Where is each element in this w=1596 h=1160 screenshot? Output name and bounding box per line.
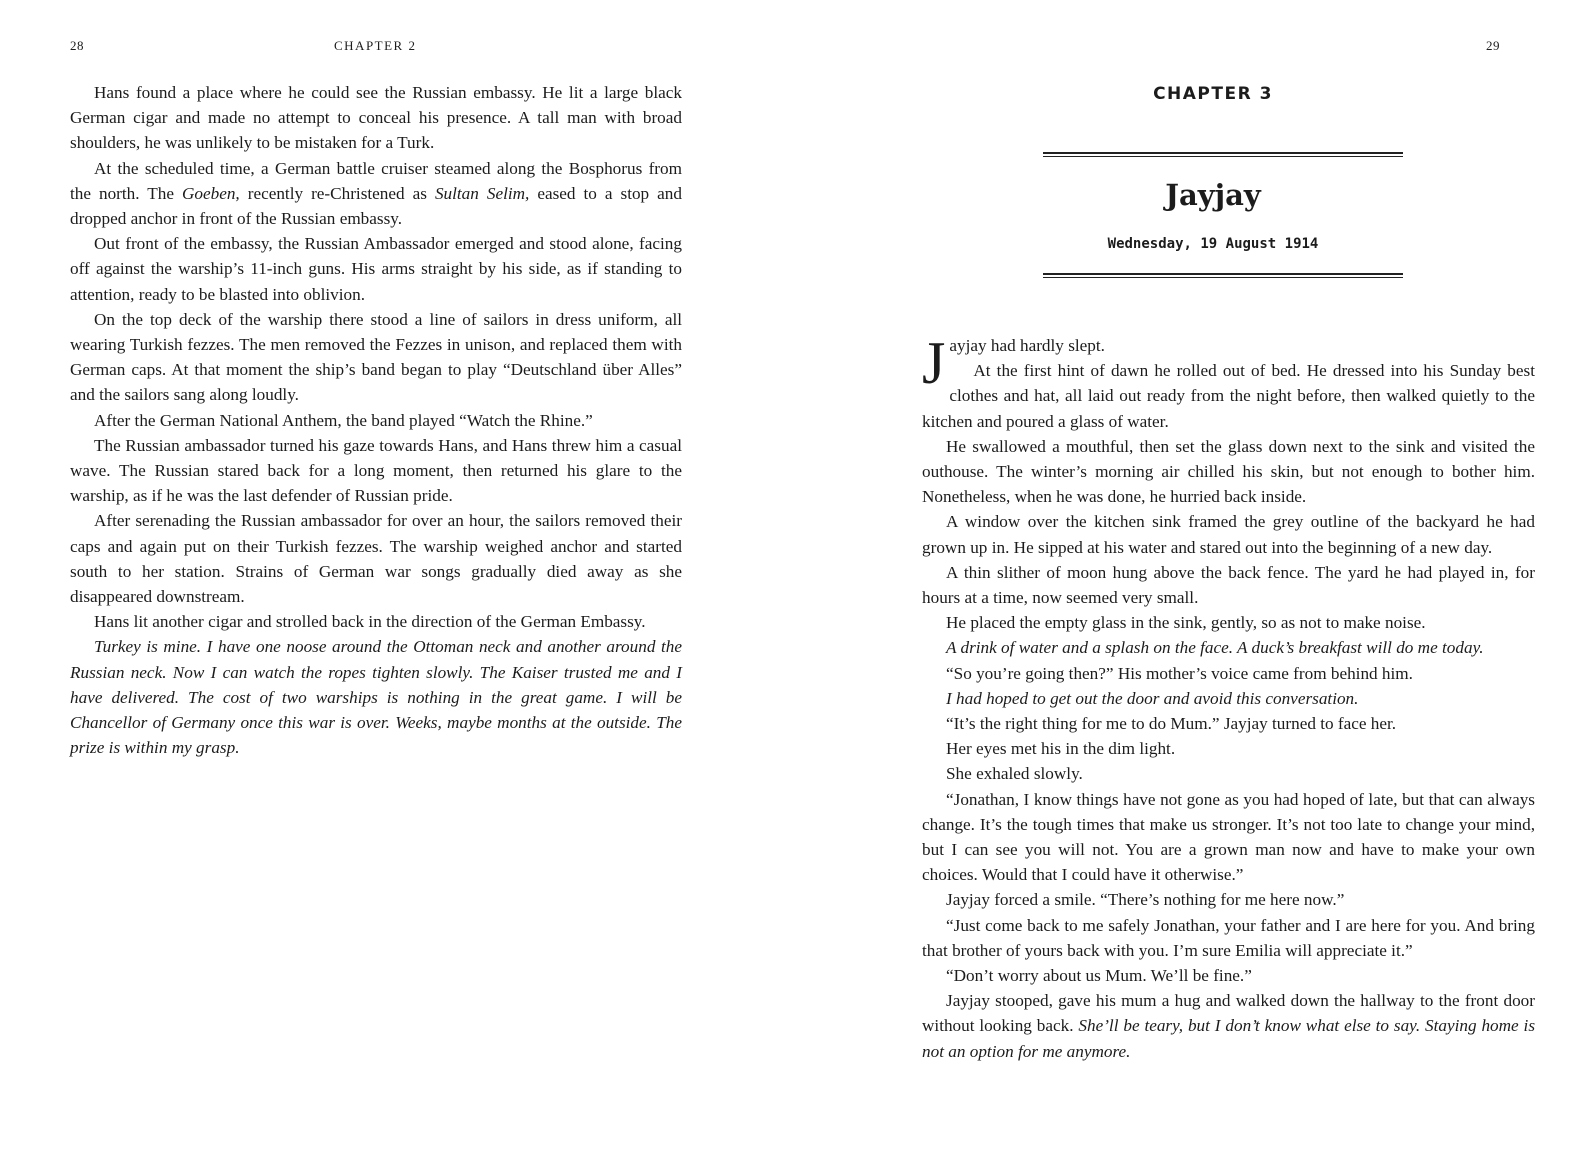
page-number-right: 29: [1486, 38, 1500, 53]
paragraph: After the German National Anthem, the band played “Watch the Rhine.”: [94, 410, 593, 430]
paragraph-italic-thought: [70, 634, 682, 760]
paragraph-italic-thought: [922, 686, 1535, 711]
paragraph: “So you’re going then?” His mother’s voice came from behind him.: [946, 663, 1413, 683]
text-span: recently re-Christened as: [239, 183, 435, 203]
italic-text: I had hoped to get out the door and avoid this conversation.: [946, 688, 1359, 708]
first-line: ayjay had hardly slept.: [949, 336, 1105, 355]
paragraph: A thin slither of moon hung above the back fence. The yard he had played in, for hours at a time, now seemed very small.: [922, 562, 1535, 608]
italic-text: A drink of water and a splash on the face. A duck’s breakfast will do me today.: [946, 638, 1484, 658]
paragraph: [922, 988, 1535, 1064]
paragraph: At the first hint of dawn he rolled out of bed. He dressed into his Sunday best clothes and hat, all laid out ready from the night before, then walked quietly to the kitchen and poured a glass of water.: [922, 361, 1535, 431]
paragraph: [70, 156, 682, 232]
page-number-left: 28: [70, 38, 84, 53]
paragraph: Hans lit another cigar and strolled back in the direction of the German Embassy.: [94, 612, 646, 632]
paragraph-italic-thought: [922, 635, 1535, 660]
drop-cap: J: [922, 330, 946, 396]
paragraph: He swallowed a mouthful, then set the glass down next to the sink and visited the outhouse. The winter’s morning air chilled his skin, but not enough to bother him. Nonetheless, when he was done, he hurried back inside.: [922, 436, 1535, 507]
paragraph: “It’s the right thing for me to do Mum.” Jayjay turned to face her.: [946, 714, 1397, 734]
paragraph: Hans found a place where he could see the Russian embassy. He lit a large black German cigar and made no attempt to conceal his presence. A tall man with broad shoulders, he was unlikely to be mistaken for a Turk.: [70, 83, 682, 153]
divider-bottom: [1043, 273, 1403, 278]
text-span: eased to a stop and dropped anchor in front of the Russian embassy.: [70, 183, 682, 229]
right-page: [798, 0, 1596, 1160]
divider-top: [1043, 152, 1403, 157]
paragraph: On the top deck of the warship there stood a line of sailors in dress uniform, all wearing Turkish fezzes. The men removed the Fezzes in unison, and replaced them with German caps. At that moment the ship’s band began to play “Deutschland über Alles” and the sailors sang along loudly.: [70, 309, 682, 405]
paragraph: He placed the empty glass in the sink, gently, so as not to make noise.: [946, 613, 1426, 633]
paragraph: The Russian ambassador turned his gaze towards Hans, and Hans threw him a casual wave. The Russian stared back for a long moment, then returned his glare to the warship, as if he was the last defender of Russian pride.: [70, 435, 682, 506]
right-body-text: [922, 330, 1536, 1064]
paragraph: A window over the kitchen sink framed the grey outline of the backyard he had grown up in. He sipped at his water and stared out into the beginning of a new day.: [922, 512, 1535, 557]
paragraph: She exhaled slowly.: [946, 764, 1083, 784]
paragraph: “Don’t worry about us Mum. We’ll be fine.”: [946, 966, 1252, 986]
ship-name-goeben: Goeben,: [181, 183, 240, 203]
paragraph: “Jonathan, I know things have not gone as you had hoped of late, but that can always change. It’s the tough times that make us stronger. It’s not too late to change your mind, but I can see you will not. You are a grown man now and have to make your own choices. Would that I could have it otherwise.”: [922, 789, 1535, 885]
left-body-text: [70, 80, 682, 760]
paragraph: Jayjay forced a smile. “There’s nothing for me here now.”: [946, 890, 1345, 910]
text-span: At the scheduled time, a German battle cruiser steamed along the Bosphorus from the north. The: [70, 158, 682, 203]
text-span: Jayjay stooped, gave his mum a hug and walked down the hallway to the front door without looking back.: [922, 991, 1535, 1036]
italic-text: She’ll be teary, but I don’t know what else to say. Staying home is not an option for me anymore.: [922, 1016, 1536, 1061]
paragraph: Out front of the embassy, the Russian Ambassador emerged and stood alone, facing off against the warship’s 11-inch guns. His arms straight by his side, as if standing to attention, ready to be blasted into oblivion.: [70, 234, 682, 304]
paragraph: After serenading the Russian ambassador for over an hour, the sailors removed their caps and again put on their Turkish fezzes. The warship weighed anchor and started south to her station. Strains of German war songs gradually died away as she disappeared downstream.: [70, 511, 682, 607]
chapter-title: Jayjay: [1165, 178, 1261, 212]
italic-text: Turkey is mine. I have one noose around the Ottoman neck and another around the Russian neck. Now I can watch the ropes tighten slowly. The Kaiser trusted me and I have delivered. The cost of two warships is nothing in the great game. I will be Chancellor of Germany once this war is over. Weeks, maybe months at the outside. The prize is within my grasp.: [70, 637, 682, 758]
ship-name-sultan-selim: Sultan Selim,: [434, 183, 530, 203]
running-head: CHAPTER 2: [334, 38, 417, 53]
chapter-label: CHAPTER 3: [1153, 84, 1273, 104]
chapter-date: Wednesday, 19 August 1914: [1107, 236, 1319, 252]
paragraph: Her eyes met his in the dim light.: [946, 739, 1176, 759]
paragraph: “Just come back to me safely Jonathan, your father and I are here for you. And bring that brother of yours back with you. I’m sure Emilia will appreciate it.”: [922, 915, 1535, 960]
